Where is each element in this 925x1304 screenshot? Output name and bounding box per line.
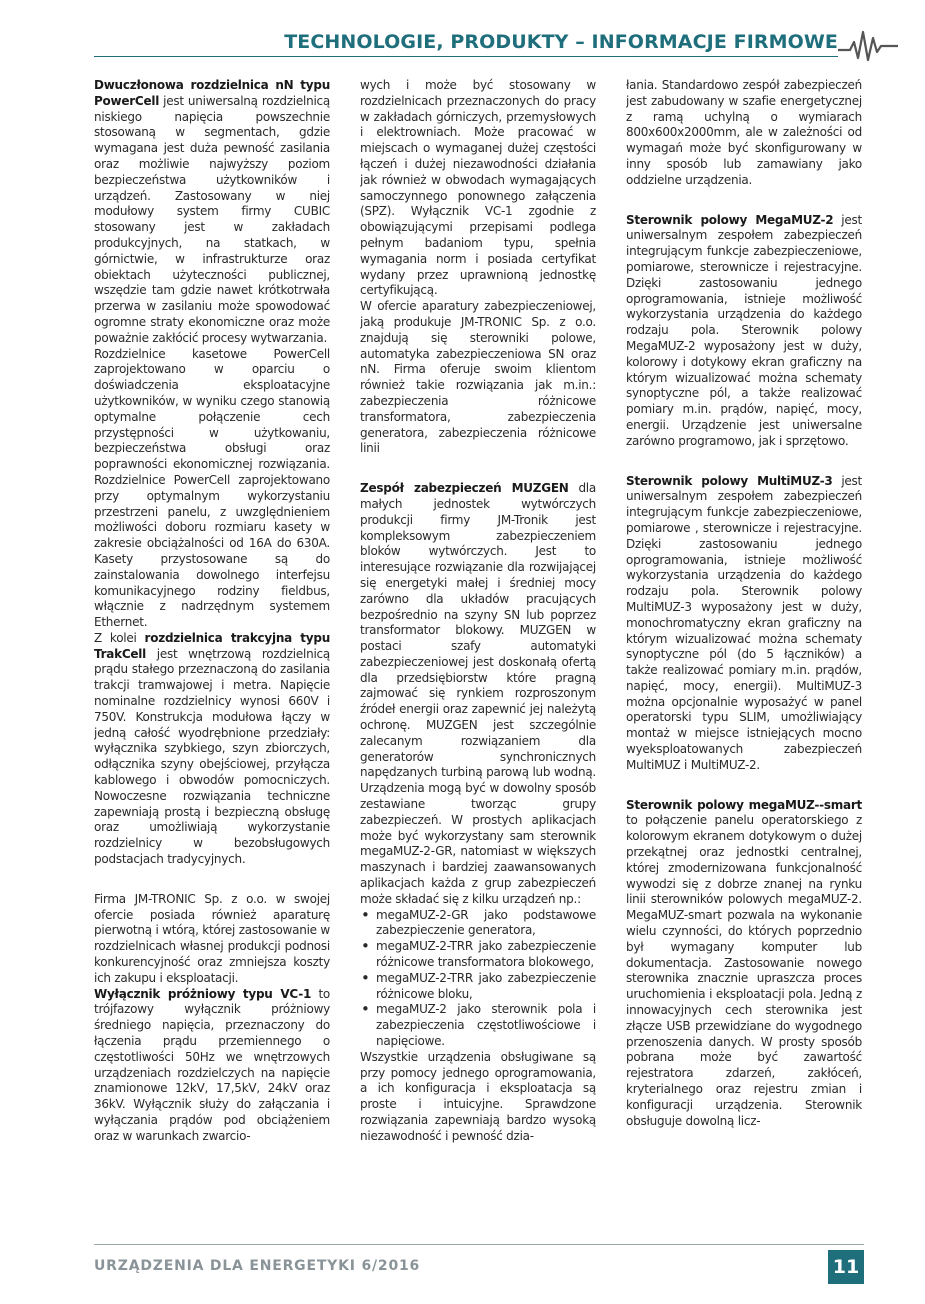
paragraph-kasetowe: Rozdzielnice kasetowe PowerCell zaprojektowano w oparciu o doświadczenia eksploatacyjne użytkowników, w wyniku czego stanowią optymalne połączenie cech przystępności w użytkowaniu, bezpieczeństwa obsługi oraz poprawności ekonomicznej rozwiązania. Rozdzielnice PowerCell zaprojektowano przy optymalnym wykorzystaniu przestrzeni panelu, z uwzględnieniem możliwości doboru rozmiaru kasety w zakresie obciążalności od 16A do 630A. Kasety przystosowane są do zainstalowania dowolnego interfejsu komunikacyjnego rodziny fieldbus, włącznie z nadrzędnym systemem Ethernet. [94, 346, 330, 630]
muzgen-list [360, 908, 596, 1050]
header-rule [94, 56, 838, 57]
text-trakcell-pre: Z kolei [94, 630, 145, 645]
paragraph-powercell [94, 78, 330, 347]
text-megamuz2: jest uniwersalnym zespołem zabezpieczeń integrującym funkcje zabezpieczeniowe, pomiarowe, sterownicze i rejestracyjne. Dzięki zastosowaniu jednego oprogramowania, istnieje możliwość wykorzystania urządzenia do każdego rodzaju pola. Sterownik polowy MegaMUZ-2 wyposażony jest w duży, kolorowy i dotykowy ekran graficzny na którym wizualizować można schematy synoptyczne pól, a także realizować pomiary m.in. prądów, napięć, mocy, energii. Urządzenie jest uniwersalne zarówno programowo, jak i sprzętowo. [626, 212, 862, 448]
paragraph-muzgen-cont: łania. Standardowo zespół zabezpieczeń jest zabudowany w szafie energetycznej z ramą uchylną o wymiarach 800x600x2000mm, ale w zależności od wymagań może być skonfigurowany w inny sposób lub zamawiany jako oddzielne urządzenia. [626, 78, 862, 187]
paragraph-muzgen [360, 481, 596, 908]
text-muzgen: dla małych jednostek wytwórczych produkcji firmy JM-Tronik jest kompleksowym zabezpieczeniem bloków wytwórczych. Jest to interesujące rozwiązanie dla rozwijającej się energetyki małej i średniej mocy zarówno dla układów pracujących bezpośrednio na szyny SN lub poprzez transformator blokowy. MUZGEN w postaci szafy automatyki zabezpieczeniowej jest doskonałą ofertą dla przedsiębiorstw które pragną zajmować się rynkiem rozproszonym źródeł energii oraz zapewnić jej należytą ochronę. MUZGEN jest szczególnie zalecanym rozwiązaniem dla generatorów synchronicznych napędzanych turbiną parową lub wodną. Urządzenia mogą być w dowolny sposób zestawiane tworząc grupy zabezpieczeń. W prostych aplikacjach może być wykorzystany sam sterownik megaMUZ-2-GR, natomiast w większych maszynach i bardziej zaawansowanych aplikacjach każda z grup zabezpieczeń może składać się z kilku urządzeń np.: [360, 481, 596, 906]
text-vc1: to trójfazowy wyłącznik próżniowy średniego napięcia, przeznaczony do łączenia prądu przemiennego o częstotliwości 50Hz we wnętrzowych urządzeniach rozdzielczych na napięcie znamionowe 12kV, 17,5kV, 24kV oraz 36kV. Wyłącznik służy do załączania i wyłączania prądów pod obciążeniem oraz w warunkach zwarcio- [94, 986, 330, 1143]
column-1 [94, 78, 330, 1238]
section-title: TECHNOLOGIE, PRODUKTY – INFORMACJE FIRMOWE [284, 31, 838, 53]
heading-muzgen: Zespół zabezpieczeń MUZGEN [360, 481, 569, 496]
paragraph-vc1 [94, 987, 330, 1145]
column-3 [626, 78, 862, 1238]
text-powercell: jest uniwersalną rozdzielnicą niskiego napięcia powszechnie stosowaną w segmentach, gdzie wymagana jest duża pewność zasilania oraz możliwie najwyższy poziom bezpieczeństwa użytkowników i urządzeń. Zastosowany w niej modułowy system firmy CUBIC stosowany jest w zakładach produkcyjnych, na statkach, w górnictwie, w infrastrukturze oraz obiektach użyteczności publicznej, wszędzie tam gdzie nawet krótkotrwała przerwa w zasilaniu może spowodować ogromne straty ekonomiczne oraz może poważnie zakłócić procesy wytwarzania. [94, 93, 330, 345]
list-item: • megaMUZ-2-TRR jako zabezpieczenie różnicowe transformatora blokowego, [376, 939, 596, 971]
paragraph-megamuz-smart [626, 798, 862, 1130]
list-item: • megaMUZ-2 jako sterownik pola i zabezpieczenia częstotliwościowe i napięciowe. [376, 1002, 596, 1049]
pulse-wave-icon [838, 28, 898, 62]
heading-megamuz2: Sterownik polowy MegaMUZ-2 [626, 212, 834, 227]
list-item: • megaMUZ-2-TRR jako zabezpieczenie różnicowe bloku, [376, 971, 596, 1003]
page-number: 11 [828, 1250, 864, 1284]
footer-rule [94, 1244, 864, 1245]
text-trakcell: jest wnętrzową rozdzielnicą prądu stałego przeznaczoną do zasilania trakcji tramwajowej i metra. Napięcie nominalne rozdzielnicy wynosi 660V i 750V. Konstrukcja modułowa łączy w jedną całość wyodrębnione przedziały: wyłącznika szybkiego, szyn zbiorczych, odłącznika szyny obejściowej, przyłącza kablowego i obwodów pomocniczych. Nowoczesne rozwiązania techniczne zapewniają prostą i bezpieczną obsługę oraz umożliwiają wykorzystanie rozdzielnicy w bezobsługowych podstacjach tradycyjnych. [94, 646, 330, 867]
heading-trakcell: rozdzielnica trakcyjna typu TrakCell [94, 630, 330, 661]
paragraph-oferta: W ofercie aparatury zabezpieczeniowej, jaką produkuje JM-TRONIC Sp. z o.o. znajdują się sterowniki polowe, automatyka zabezpieczeniowa SN oraz nN. Firma oferuje swoim klientom również takie rozwiązania jak m.in.: zabezpieczenia różnicowe transformatora, zabezpieczenia generatora, zabezpieczenia różnicowe linii [360, 299, 596, 456]
paragraph-trakcell [94, 631, 330, 868]
paragraph-megamuz2 [626, 213, 862, 450]
paragraph-multimuz3 [626, 474, 862, 774]
text-multimuz3: jest uniwersalnym zespołem zabezpieczeń integrującym funkcje zabezpieczeniowe, pomiarowe , sterownicze i rejestracyjne. Dzięki zastosowaniu jednego oprogramowania, istnieje możliwość wykorzystania urządzenia do każdego rodzaju pola. Sterownik polowy MultiMUZ-3 wyposażony jest w duży, monochromatyczny ekran graficzny na którym wizualizować można schematy synoptyczne pól (do 5 łączników) a także realizować pomiary m.in. prądów, napięć, mocy, energii). MultiMUZ-3 można opcjonalnie wyposażyć w panel operatorski typu SLIM, umożliwiający montaż w miejsce istniejących mocno wyeksploatowanych zabezpieczeń MultiMUZ i MultiMUZ-2. [626, 473, 862, 772]
heading-vc1: Wyłącznik próżniowy typu VC-1 [94, 986, 312, 1001]
journal-name: URZĄDZENIA DLA ENERGETYKI 6/2016 [94, 1258, 421, 1274]
paragraph-vc1-cont: wych i może być stosowany w rozdzielnicach przeznaczonych do pracy w zakładach górniczych, przemysłowych i elektrowniach. Może pracować w miejscach o wymaganej dużej częstości łączeń i dużej niezawodności działania jak również w obwodach wymagających samoczynnego ponownego załączenia (SPZ). Wyłącznik VC-1 zgodnie z obowiązującymi przepisami podlega pełnym badaniom typu, spełnia wymagania norm i posiada certyfikat wydany przez uprawnioną jednostkę certyfikującą. [360, 78, 596, 298]
paragraph-jmtronic: Firma JM-TRONIC Sp. z o.o. w swojej ofercie posiada również aparaturę pierwotną i wtórą, której zastosowanie w rozdzielnicach własnej produkcji podnosi konkurencyjność oraz zmniejsza koszty ich zakupu i eksploatacji. [94, 891, 330, 985]
heading-powercell: Dwuczłonowa rozdzielnica nN typu PowerCell [94, 78, 330, 108]
heading-megamuz-smart: Sterownik polowy megaMUZ--smart [626, 797, 862, 812]
article-body [94, 78, 864, 1238]
heading-multimuz3: Sterownik polowy MultiMUZ-3 [626, 473, 833, 488]
column-2 [360, 78, 596, 1238]
paragraph-urzadzenia: Wszystkie urządzenia obsługiwane są przy pomocy jednego oprogramowania, a ich konfiguracja i eksploatacja są proste i intuicyjne. Sprawdzone rozwiązania zapewniają bardzo wysoką niezawodność i pewność dzia- [360, 1049, 596, 1143]
list-item: • megaMUZ-2-GR jako podstawowe zabezpieczenie generatora, [376, 908, 596, 940]
page-header [88, 26, 898, 66]
text-megamuz-smart: to połączenie panelu operatorskiego z kolorowym ekranem dotykowym o dużej przekątnej oraz jednostki centralnej, której zmodernizowana funkcjonalność wywodzi się z dobrze znanej na rynku linii sterowników polowych megaMUZ-2. MegaMUZ-smart pozwala na wykonanie wielu czynności, do których poprzednio był wymagany komputer lub dokumentacja. Zastosowanie nowego sterownika znacznie upraszcza proces uruchomienia i eksploatacji pola. Jedną z innowacyjnych cech sterownika jest złącze USB przewidziane do wygodnego przenoszenia danych. W prosty sposób pobrana może być zawartość rejestratora zdarzeń, zakłóceń, kryterialnego oraz rejestru zmian i konfiguracji urządzenia. Sterownik obsługuje dowolną licz- [626, 813, 862, 1128]
